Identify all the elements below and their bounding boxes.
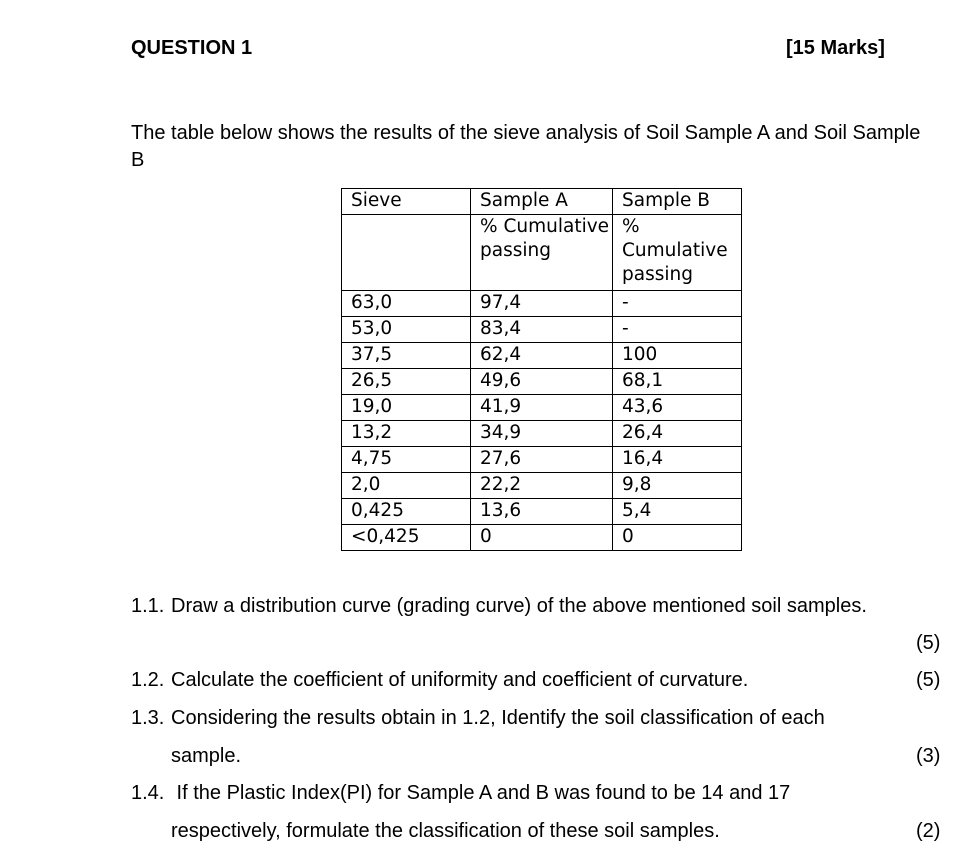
sample-b-cell: - [613,291,742,317]
sieve-size-cell: 19,0 [342,395,471,421]
question-number: 1.2. [131,669,165,691]
sample-b-cell: 16,4 [613,447,742,473]
table-row [342,499,742,525]
question-1-4-marks: (2) [916,820,941,842]
sample-a-cell: 0 [471,525,613,551]
question-text-line1: If the Plastic Index(PI) for Sample A and B was found to be 14 and 17 [171,782,791,804]
question-1-4-line2: respectively, formulate the classification of these soil samples. [171,820,720,842]
question-1-1 [131,594,867,618]
sample-a-cell: 13,6 [471,499,613,525]
question-1-3 [131,706,825,730]
question-text: Draw a distribution curve (grading curve) of the above mentioned soil samples. [171,595,867,617]
sample-a-cell: 62,4 [471,343,613,369]
question-1-4 [131,781,790,805]
sieve-size-cell: 4,75 [342,447,471,473]
subheader-cell-sample-b: % Cumulative passing [613,215,742,291]
header-cell-sample-b: Sample B [613,189,742,215]
sample-b-cell: 26,4 [613,421,742,447]
table-row [342,395,742,421]
question-number: 1.3. [131,707,165,729]
table-row [342,473,742,499]
table-row [342,369,742,395]
sample-a-cell: 27,6 [471,447,613,473]
question-text: Calculate the coefficient of uniformity and coefficient of curvature. [171,669,749,691]
question-number: 1.4. [131,782,165,804]
sieve-size-cell: 37,5 [342,343,471,369]
sieve-size-cell: 63,0 [342,291,471,317]
table-row [342,447,742,473]
question-1-1-marks: (5) [916,632,941,654]
question-text-line1: Considering the results obtain in 1.2, Identify the soil classification of each [171,707,825,729]
sieve-analysis-table [341,188,742,551]
sieve-size-cell: 13,2 [342,421,471,447]
sieve-size-cell: 53,0 [342,317,471,343]
header-cell-sieve: Sieve [342,189,471,215]
sample-b-cell: - [613,317,742,343]
question-marks: [15 Marks] [786,37,885,59]
sieve-size-cell: 26,5 [342,369,471,395]
header-cell-sample-a: Sample A [471,189,613,215]
table-subheader-row [342,215,742,291]
question-1-2 [131,668,748,692]
sample-a-cell: 83,4 [471,317,613,343]
question-title: QUESTION 1 [131,37,253,59]
table-header-row [342,189,742,215]
table-row [342,317,742,343]
sample-a-cell: 34,9 [471,421,613,447]
sieve-size-cell: 2,0 [342,473,471,499]
intro-paragraph: The table below shows the results of the sieve analysis of Soil Sample A and Soil Sample B [131,122,921,171]
sample-b-cell: 0 [613,525,742,551]
sample-a-cell: 97,4 [471,291,613,317]
table-row [342,525,742,551]
sample-b-cell: 5,4 [613,499,742,525]
question-1-3-marks: (3) [916,745,941,767]
table-row [342,291,742,317]
subheader-cell-sample-a: % Cumulative passing [471,215,613,291]
question-number: 1.1. [131,595,165,617]
question-1-3-line2: sample. [171,745,242,767]
sample-b-cell: 43,6 [613,395,742,421]
sample-a-cell: 49,6 [471,369,613,395]
sample-a-cell: 22,2 [471,473,613,499]
subheader-cell-sieve [342,215,471,291]
sample-a-cell: 41,9 [471,395,613,421]
sample-b-cell: 68,1 [613,369,742,395]
sieve-size-cell: 0,425 [342,499,471,525]
sieve-size-cell: <0,425 [342,525,471,551]
sample-b-cell: 9,8 [613,473,742,499]
sample-b-cell: 100 [613,343,742,369]
table-row [342,421,742,447]
question-1-2-marks: (5) [916,669,941,691]
table-row [342,343,742,369]
